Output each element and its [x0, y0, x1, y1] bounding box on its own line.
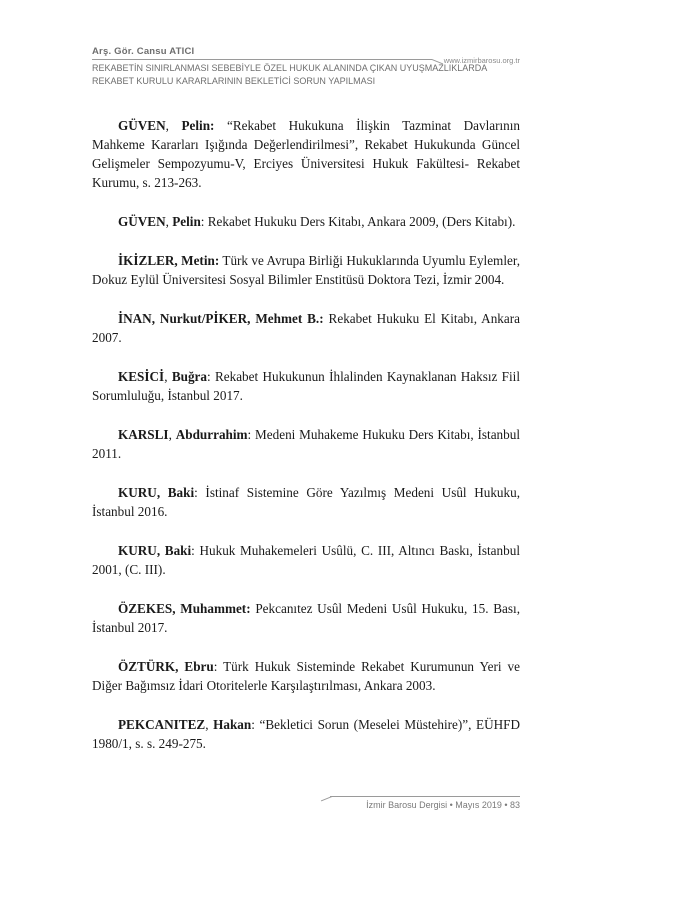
website-url: www.izmirbarosu.org.tr	[443, 56, 520, 65]
bibliography-list	[92, 116, 520, 773]
bibliography-entry	[92, 483, 520, 521]
author-surname: GÜVEN	[118, 214, 166, 229]
footer-rule-slant	[321, 796, 333, 801]
bibliography-entry	[92, 251, 520, 289]
bibliography-entry	[92, 367, 520, 405]
author-surname: İNAN, Nurkut/PİKER, Mehmet B.:	[118, 311, 324, 326]
author-given-name: Pelin:	[181, 118, 215, 133]
bibliography-entry	[92, 309, 520, 347]
author-surname: KESİCİ	[118, 369, 165, 384]
entry-text: : Medeni Muhakeme Hukuku Ders Kitabı, İstanbul 2011.	[92, 427, 520, 461]
author-surname: PEKCANITEZ	[118, 717, 206, 732]
footer-rule	[330, 796, 520, 797]
entry-text: Türk ve Avrupa Birliği Hukuklarında Uyumlu Eylemler, Dokuz Eylül Üniversitesi Sosyal Bilimler Enstitüsü Doktora Tezi, İzmir 2004.	[92, 253, 520, 287]
bibliography-entry	[92, 599, 520, 637]
author-name: Arş. Gör. Cansu ATICI	[92, 46, 195, 57]
name-separator: ,	[164, 369, 172, 384]
entry-text: Pekcanıtez Usûl Medeni Usûl Hukuku, 15. Bası, İstanbul 2017.	[92, 601, 520, 635]
entry-text: : Rekabet Hukukunun İhlalinden Kaynaklanan Haksız Fiil Sorumluluğu, İstanbul 2017.	[92, 369, 521, 403]
page-header	[92, 46, 520, 88]
author-given-name: Pelin	[172, 214, 201, 229]
bibliography-entry	[92, 657, 520, 695]
name-separator: ,	[205, 717, 214, 732]
author-given-name: Hakan	[213, 717, 252, 732]
entry-text: Rekabet Hukuku El Kitabı, Ankara 2007.	[92, 311, 520, 345]
entry-text: : Hukuk Muhakemeleri Usûlü, C. III, Altıncı Baskı, İstanbul 2001, (C. III).	[92, 543, 520, 577]
entry-text: : Rekabet Hukuku Ders Kitabı, Ankara 2009, (Ders Kitabı).	[200, 214, 516, 229]
author-given-name: Buğra	[171, 369, 207, 384]
author-surname: KURU, Baki	[118, 485, 195, 500]
header-rule	[92, 59, 432, 60]
author-surname: İKİZLER, Metin:	[118, 253, 220, 268]
bibliography-entry	[92, 541, 520, 579]
bibliography-entry	[92, 715, 520, 753]
author-surname: ÖZTÜRK, Ebru	[118, 659, 214, 674]
author-surname: KARSLI	[118, 427, 169, 442]
bibliography-entry	[92, 212, 520, 231]
name-separator: ,	[165, 214, 173, 229]
name-separator: ,	[168, 427, 176, 442]
bibliography-entry	[92, 116, 520, 192]
entry-text: : Türk Hukuk Sisteminde Rekabet Kurumunun Yeri ve Diğer Bağımsız İdari Otoritelerle Karşılaştırılması, Ankara 2003.	[92, 659, 520, 693]
entry-text: : “Bekletici Sorun (Meselei Müstehire)”, EÜHFD 1980/1, s. s. 249-275.	[92, 717, 520, 751]
name-separator: ,	[165, 118, 182, 133]
author-surname: KURU, Baki	[118, 543, 192, 558]
entry-text: : İstinaf Sistemine Göre Yazılmış Medeni Usûl Hukuku, İstanbul 2016.	[92, 485, 520, 519]
entry-text: “Rekabet Hukukuna İlişkin Tazminat Davlarının Mahkeme Kararları Işığında Değerlendirilmesi”, Rekabet Hukukunda Güncel Gelişmeler Sempozyumu-V, Erciyes Üniversitesi Hukuk Fakültesi- Rekabet Kurumu, s. 213-263.	[92, 118, 520, 190]
bibliography-entry	[92, 425, 520, 463]
author-surname: ÖZEKES, Muhammet:	[118, 601, 251, 616]
author-surname: GÜVEN	[118, 118, 166, 133]
article-title: REKABETİN SINIRLANMASI SEBEBİYLE ÖZEL HUKUK ALANINDA ÇIKAN UYUŞMAZLIKLARDA REKABET KURULU KARARLARININ BEKLETİCİ SORUN YAPILMASI	[92, 63, 487, 86]
journal-info-page-number: İzmir Barosu Dergisi • Mayıs 2019 • 83	[366, 800, 520, 810]
author-given-name: Abdurrahim	[175, 427, 248, 442]
